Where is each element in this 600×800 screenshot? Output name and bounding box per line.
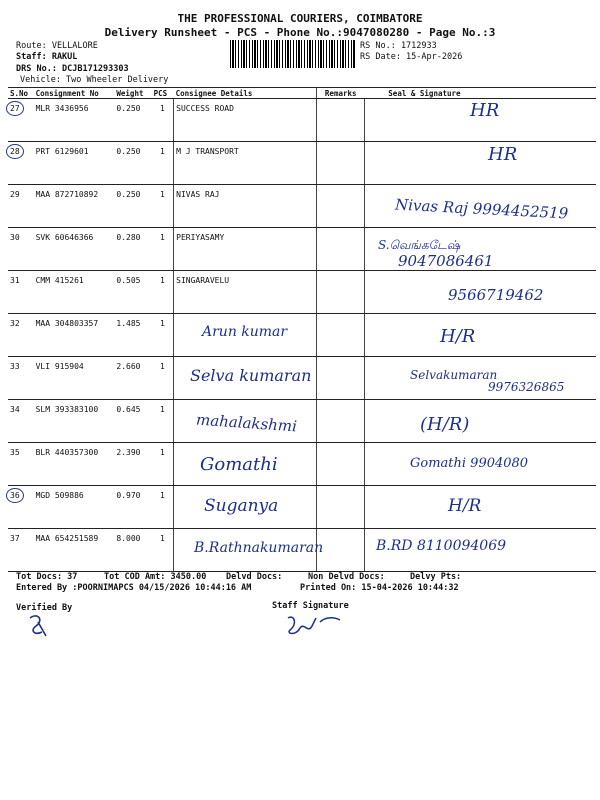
col-seal: Seal & Signature bbox=[364, 88, 596, 99]
row-consignee: SINGARAVELU bbox=[174, 271, 317, 314]
barcode bbox=[230, 40, 356, 68]
row-remarks bbox=[317, 400, 365, 443]
vehicle-label: Vehicle: Two Wheeler Delivery bbox=[20, 75, 169, 85]
row-seal-signature bbox=[364, 314, 596, 357]
row-consignment-no: BLR 440357300 bbox=[34, 443, 115, 486]
total-cod: Tot COD Amt: 3450.00 bbox=[104, 572, 207, 582]
row-remarks bbox=[317, 99, 365, 142]
delivery-points: Delvy Pts: bbox=[410, 572, 462, 582]
table-row bbox=[8, 228, 596, 271]
row-remarks bbox=[317, 185, 365, 228]
row-sno: 30 bbox=[8, 228, 34, 271]
row-sno: 33 bbox=[8, 357, 34, 400]
row-pcs: 1 bbox=[152, 529, 174, 572]
row-pcs: 1 bbox=[152, 400, 174, 443]
row-remarks bbox=[317, 271, 365, 314]
row-consignee: NIVAS RAJ bbox=[174, 185, 317, 228]
rs-date: RS Date: 15-Apr-2026 bbox=[360, 52, 463, 62]
row-pcs: 1 bbox=[152, 443, 174, 486]
handwritten-phone: 9047086461 bbox=[398, 252, 494, 270]
row-sno: 31 bbox=[8, 271, 34, 314]
row-consignment-no: CMM 415261 bbox=[34, 271, 115, 314]
handwritten-name: B.Rathnakumaran bbox=[194, 540, 324, 556]
handwritten-signature: (H/R) bbox=[420, 414, 470, 435]
row-pcs: 1 bbox=[152, 486, 174, 529]
handwritten-signature: HR bbox=[488, 144, 518, 165]
row-pcs: 1 bbox=[152, 185, 174, 228]
row-consignment-no: SVK 60646366 bbox=[34, 228, 115, 271]
circled-serial: 36 bbox=[6, 488, 24, 503]
row-weight: 2.660 bbox=[114, 357, 151, 400]
row-sno: 35 bbox=[8, 443, 34, 486]
row-pcs: 1 bbox=[152, 99, 174, 142]
drs-number: DRS No.: DCJB171293303 bbox=[16, 64, 129, 74]
row-weight: 0.250 bbox=[114, 142, 151, 185]
table-row bbox=[8, 314, 596, 357]
handwritten-name: mahalakshmi bbox=[195, 410, 298, 436]
row-weight: 1.485 bbox=[114, 314, 151, 357]
row-weight: 0.645 bbox=[114, 400, 151, 443]
row-remarks bbox=[317, 486, 365, 529]
row-seal-signature bbox=[364, 142, 596, 185]
runsheet-subtitle: Delivery Runsheet - PCS - Phone No.:9047080280 - Page No.:3 bbox=[104, 26, 496, 39]
row-pcs: 1 bbox=[152, 271, 174, 314]
row-consignee: M J TRANSPORT bbox=[174, 142, 317, 185]
row-sno: 34 bbox=[8, 400, 34, 443]
handwritten-name: Gomathi bbox=[200, 454, 278, 475]
handwritten-signature: S.வெங்கடேஷ் bbox=[378, 238, 461, 252]
staff-signature-label: Staff Signature bbox=[272, 601, 349, 611]
table-row bbox=[8, 486, 596, 529]
verified-by-label: Verified By bbox=[16, 603, 73, 613]
handwritten-signature: Selvakumaran bbox=[410, 368, 498, 382]
col-details: Consignee Details bbox=[174, 88, 317, 99]
row-consignment-no: MAA 304803357 bbox=[34, 314, 115, 357]
rs-number: RS No.: 1712933 bbox=[360, 41, 437, 51]
row-consignee: SUCCESS ROAD bbox=[174, 99, 317, 142]
table-row bbox=[8, 99, 596, 142]
circled-serial: 27 bbox=[6, 101, 24, 116]
row-consignee: PERIYASAMY bbox=[174, 228, 317, 271]
handwritten-phone: 9566719462 bbox=[448, 286, 544, 304]
row-weight: 0.970 bbox=[114, 486, 151, 529]
circled-serial: 28 bbox=[6, 144, 24, 159]
row-sno: 32 bbox=[8, 314, 34, 357]
row-remarks bbox=[317, 357, 365, 400]
total-docs: Tot Docs: 37 bbox=[16, 572, 78, 582]
col-remarks: Remarks bbox=[317, 88, 365, 99]
row-pcs: 1 bbox=[152, 357, 174, 400]
row-weight: 0.280 bbox=[114, 228, 151, 271]
row-consignment-no: SLM 393383100 bbox=[34, 400, 115, 443]
row-consignment-no: MLR 3436956 bbox=[34, 99, 115, 142]
delivered-docs: Delvd Docs: bbox=[226, 572, 283, 582]
row-consignment-no: MAA 654251589 bbox=[34, 529, 115, 572]
non-delivered-docs: Non Delvd Docs: bbox=[308, 572, 385, 582]
col-consignment: Consignment No bbox=[34, 88, 115, 99]
row-weight: 8.000 bbox=[114, 529, 151, 572]
row-pcs: 1 bbox=[152, 314, 174, 357]
route-label: Route: VELLALORE bbox=[16, 41, 98, 51]
row-seal-signature bbox=[364, 400, 596, 443]
row-remarks bbox=[317, 314, 365, 357]
row-weight: 0.250 bbox=[114, 185, 151, 228]
row-pcs: 1 bbox=[152, 228, 174, 271]
handwritten-signature: Nivas Raj 9994452519 bbox=[394, 195, 569, 223]
col-weight: Weight bbox=[114, 88, 151, 99]
row-weight: 0.250 bbox=[114, 99, 151, 142]
col-pcs: PCS bbox=[152, 88, 174, 99]
verifier-signature-mark bbox=[24, 610, 54, 640]
row-sno bbox=[8, 486, 34, 529]
handwritten-signature: H/R bbox=[448, 496, 482, 516]
handwritten-signature: H/R bbox=[440, 326, 476, 347]
row-remarks bbox=[317, 443, 365, 486]
printed-on: Printed On: 15-04-2026 10:44:32 bbox=[300, 583, 459, 593]
company-title: THE PROFESSIONAL COURIERS, COIMBATORE bbox=[177, 12, 423, 25]
handwritten-signature: HR bbox=[470, 100, 500, 121]
row-weight: 0.505 bbox=[114, 271, 151, 314]
staff-signature-mark bbox=[282, 612, 352, 642]
row-remarks bbox=[317, 142, 365, 185]
handwritten-name: Arun kumar bbox=[202, 324, 288, 340]
row-consignment-no: PRT 6129601 bbox=[34, 142, 115, 185]
row-consignment-no: MGD 509886 bbox=[34, 486, 115, 529]
handwritten-signature: B.RD 8110094069 bbox=[376, 538, 507, 554]
table-row bbox=[8, 400, 596, 443]
handwritten-name: Selva kumaran bbox=[190, 366, 312, 385]
row-remarks bbox=[317, 228, 365, 271]
handwritten-signature: Gomathi 9904080 bbox=[410, 456, 529, 471]
row-sno: 29 bbox=[8, 185, 34, 228]
handwritten-phone: 9976326865 bbox=[488, 380, 565, 394]
col-sno: S.No bbox=[8, 88, 34, 99]
handwritten-name: Suganya bbox=[204, 496, 279, 516]
staff-label: Staff: RAKUL bbox=[16, 52, 78, 62]
row-sno bbox=[8, 99, 34, 142]
row-weight: 2.390 bbox=[114, 443, 151, 486]
row-sno bbox=[8, 142, 34, 185]
entered-by: Entered By :POORNIMAPCS 04/15/2026 10:44:16 AM bbox=[16, 583, 252, 593]
row-sno: 37 bbox=[8, 529, 34, 572]
row-consignment-no: MAA 872710892 bbox=[34, 185, 115, 228]
table-header bbox=[8, 88, 596, 99]
row-consignment-no: VLI 915904 bbox=[34, 357, 115, 400]
row-remarks bbox=[317, 529, 365, 572]
row-pcs: 1 bbox=[152, 142, 174, 185]
